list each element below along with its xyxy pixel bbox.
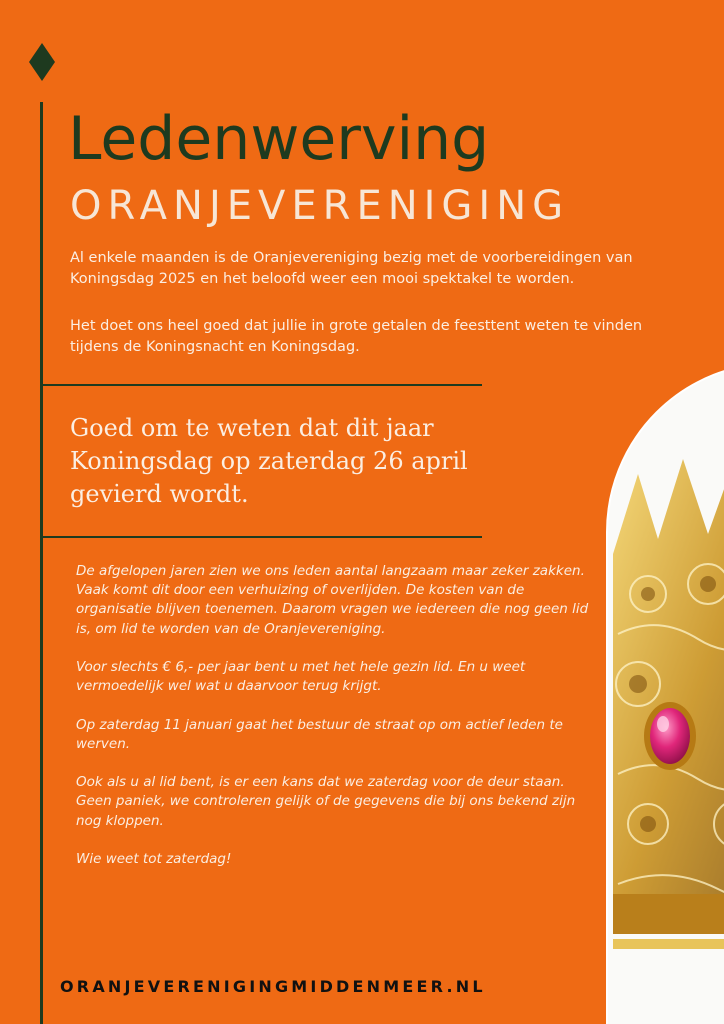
diamond-icon	[29, 43, 55, 81]
body-paragraph-2: Voor slechts € 6,- per jaar bent u met het hele gezin lid. En u weet vermoedelijk wel wat u daarvoor terug krijgt.	[76, 659, 526, 695]
page-title: Ledenwerving	[68, 104, 490, 174]
body-paragraph-3: Op zaterdag 11 januari gaat het bestuur de straat op om actief leden te werven.	[76, 716, 563, 752]
highlight-text: Goed om te weten dat dit jaar Koningsdag op zaterdag 26 april gevierd wordt.	[70, 414, 468, 508]
intro-paragraph-1: Al enkele maanden is de Oranjevereniging bezig met de voorbereidingen van Koningsdag 2025 en het beloofd weer een mooi spektakel te worden.	[70, 250, 633, 287]
vertical-divider	[40, 102, 43, 1024]
crown-illustration	[608, 364, 724, 1024]
horizontal-divider-top	[40, 384, 482, 386]
body-paragraph-4: Ook als u al lid bent, is er een kans dat we zaterdag voor de deur staan. Geen paniek, we controleren gelijk of de gegevens die bij ons bekend zijn nog kloppen.	[76, 774, 576, 829]
website-link[interactable]: ORANJEVERENIGINGMIDDENMEER.NL	[60, 977, 486, 996]
horizontal-divider-bottom	[40, 536, 482, 538]
body-text	[76, 562, 601, 888]
intro-paragraph-2: Het doet ons heel goed dat jullie in grote getalen de feesttent weten te vinden tijdens de Koningsnacht en Koningsdag.	[70, 318, 643, 355]
body-paragraph-1: De afgelopen jaren zien we ons leden aantal langzaam maar zeker zakken. Vaak komt dit door een verhuizing of overlijden. De kosten van de organisatie blijven toenemen. Daarom vragen we iedereen die nog geen lid is, om lid te worden van de Oranjevereniging.	[76, 563, 589, 637]
crown-image	[606, 362, 724, 1024]
body-paragraph-5: Wie weet tot zaterdag!	[76, 850, 232, 867]
page-subtitle: ORANJEVERENIGING	[70, 183, 570, 229]
